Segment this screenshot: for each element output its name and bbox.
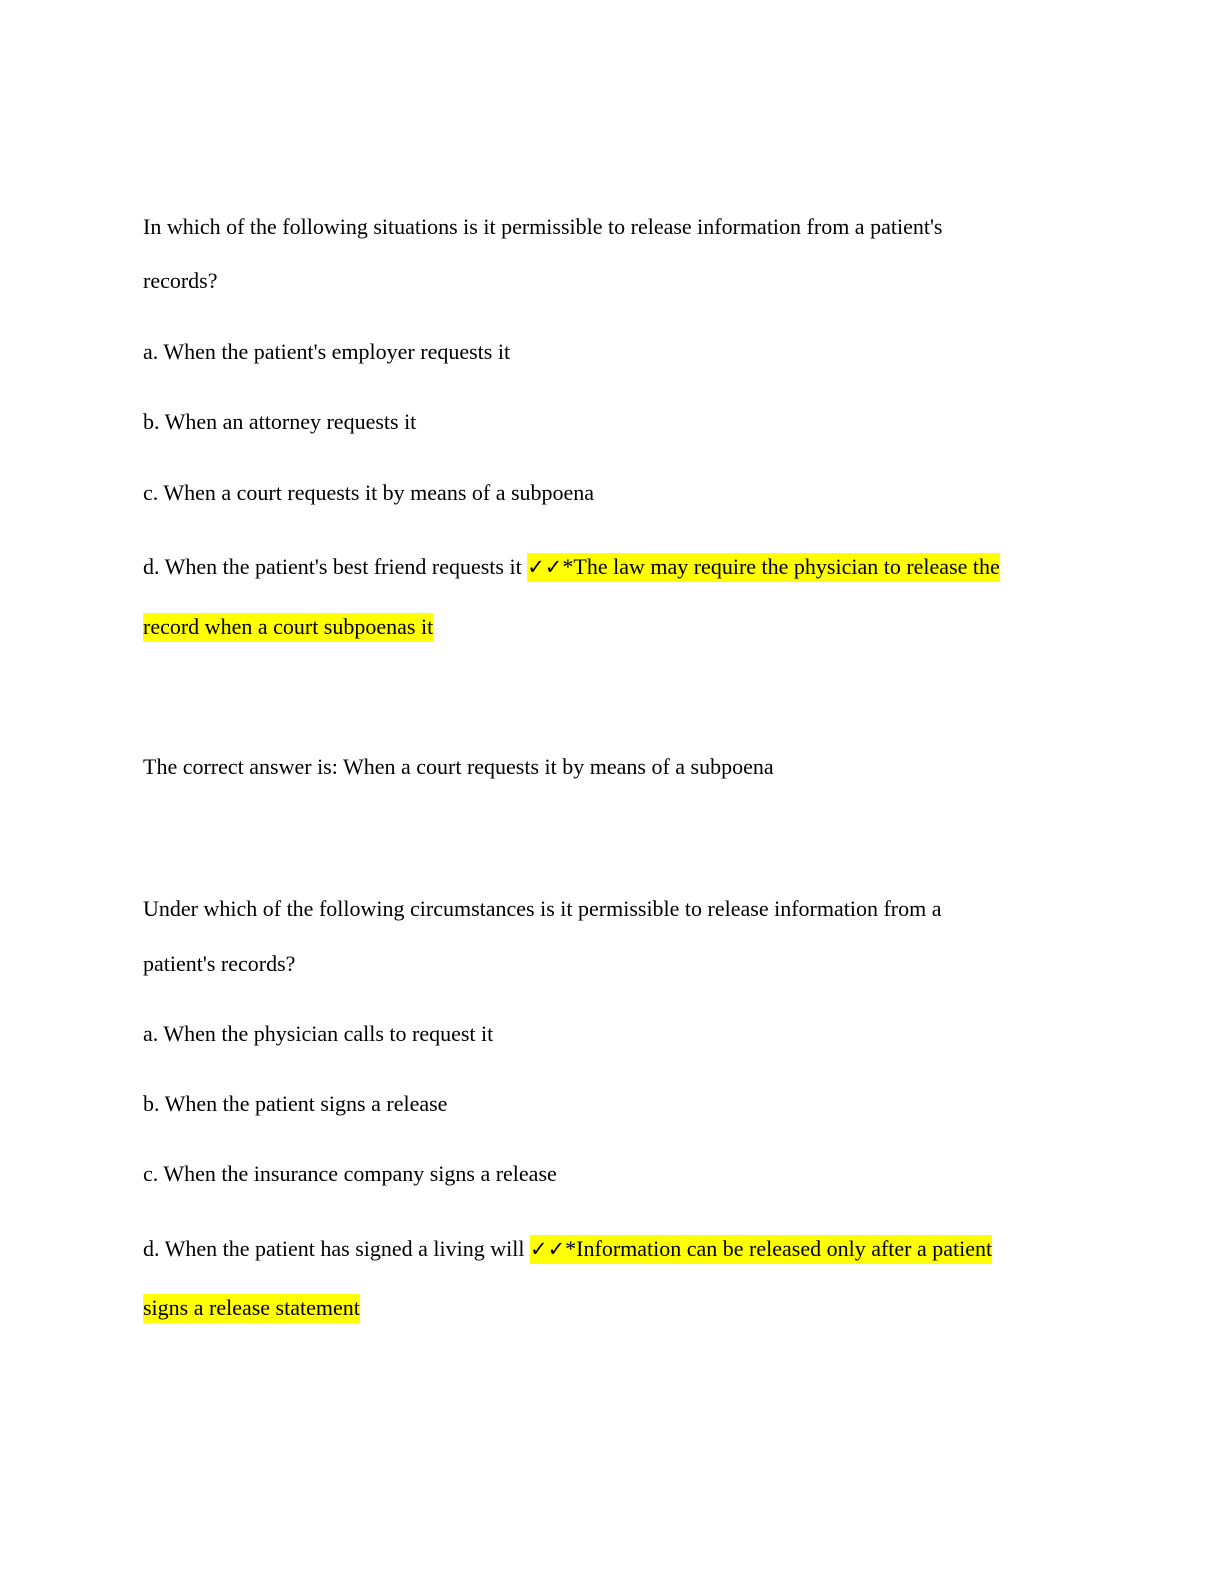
question-1-prompt-line2: records? — [143, 268, 218, 293]
question-1-option-d-row — [143, 552, 1000, 582]
question-2-explanation-line2-row — [143, 1293, 360, 1323]
question-2-explanation-line2: signs a release statement — [143, 1294, 360, 1323]
question-1-prompt-line1: In which of the following situations is it permissible to release information from a patient's — [143, 214, 943, 239]
question-1-option-b: b. When an attorney requests it — [143, 409, 417, 434]
check-icon: ✓✓ — [527, 555, 563, 579]
question-1-explanation-line2: record when a court subpoenas it — [143, 613, 433, 642]
check-icon: ✓✓ — [529, 1237, 566, 1261]
question-1-option-a: a. When the patient's employer requests it — [143, 339, 511, 364]
question-2-option-d: d. When the patient has signed a living will — [143, 1236, 525, 1261]
question-1-correct-answer: The correct answer is: When a court requests it by means of a subpoena — [143, 754, 774, 779]
question-1-explanation-line1: *The law may require the physician to release the — [562, 554, 1000, 579]
question-2-prompt-line2: patient's records? — [143, 951, 296, 976]
question-1-explanation-highlight — [527, 553, 1000, 582]
question-2-option-c: c. When the insurance company signs a release — [143, 1161, 557, 1186]
question-2-option-d-row — [143, 1234, 992, 1264]
question-2-explanation-highlight — [530, 1235, 992, 1264]
question-2-prompt-line1: Under which of the following circumstances is it permissible to release information from a — [143, 896, 942, 921]
question-1-option-c: c. When a court requests it by means of a subpoena — [143, 480, 595, 505]
question-2-explanation-line1: *Information can be released only after a patient — [565, 1236, 993, 1261]
question-2-option-a: a. When the physician calls to request it — [143, 1021, 494, 1046]
question-1-option-d: d. When the patient's best friend requests it — [143, 554, 522, 579]
question-2-option-b: b. When the patient signs a release — [143, 1091, 448, 1116]
question-1-explanation-line2-row — [143, 612, 433, 642]
